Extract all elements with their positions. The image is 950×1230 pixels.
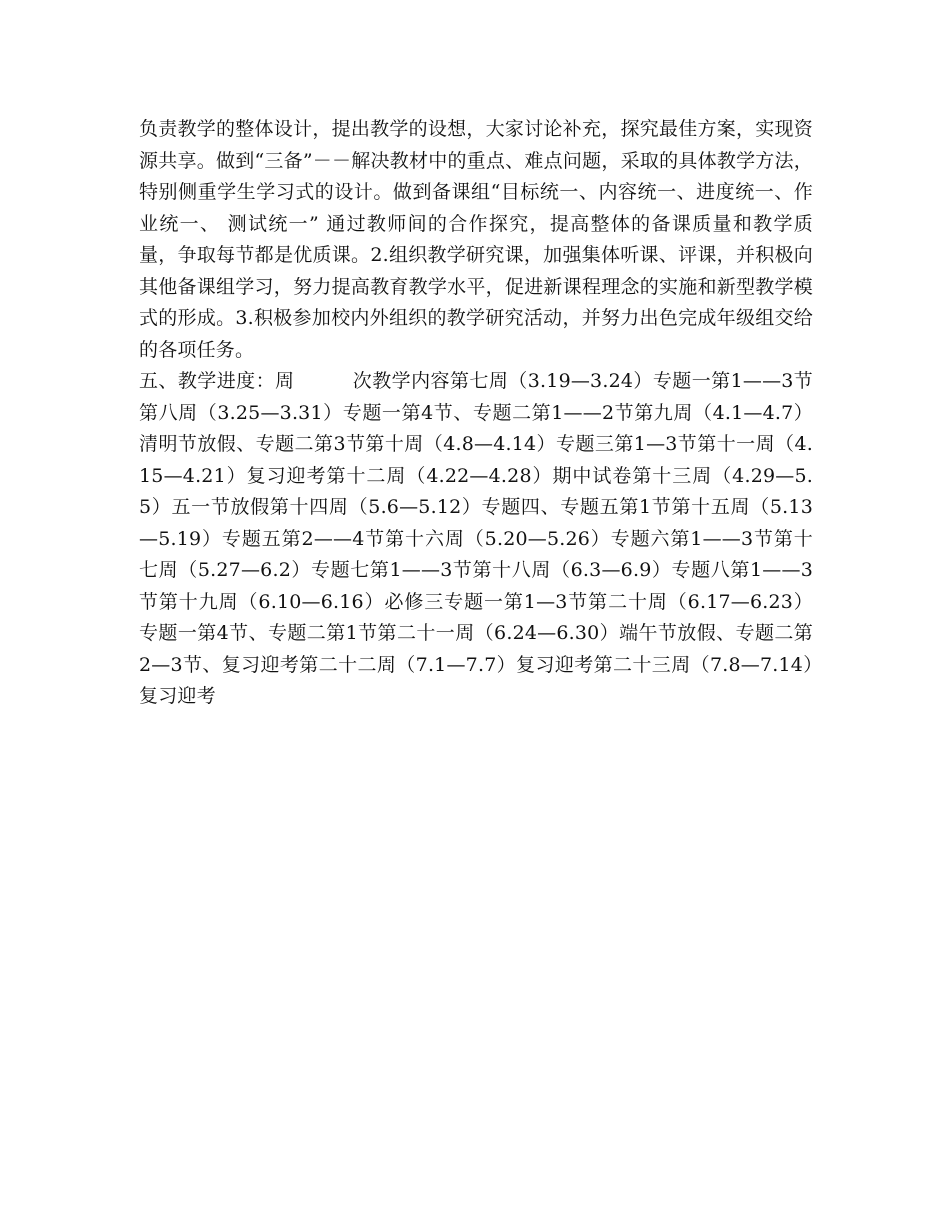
document-body <box>139 114 813 713</box>
paragraph-teaching-design: 负责教学的整体设计，提出教学的设想，大家讨论补充，探究最佳方案，实现资源共享。做到“三备”－－解决教材中的重点、难点问题，采取的具体教学方法，特别侧重学生学习式的设计。做到备课组“目标统一、内容统一、进度统一、作业统一、 测试统一” 通过教师间的合作探究，提高整体的备课质量和教学质量，争取每节都是优质课。2.组织教学研究课，加强集体听课、评课，并积极向其他备课组学习，努力提高教育教学水平，促进新课程理念的实施和新型教学模式的形成。3.积极参加校内外组织的教学研究活动，并努力出色完成年级组交给的各项任务。 <box>139 118 813 361</box>
paragraph-teaching-schedule: 五、教学进度：周 次教学内容第七周（3.19—3.24）专题一第1——3节第八周（3.25—3.31）专题一第4节、专题二第1——2节第九周（4.1—4.7）清明节放假、专题二第3节第十周（4.8—4.14）专题三第1—3节第十一周（4.15—4.21）复习迎考第十二周（4.22—4.28）期中试卷第十三周（4.29—5.5）五一节放假第十四周（5.6—5.12）专题四、专题五第1节第十五周（5.13—5.19）专题五第2——4节第十六周（5.20—5.26）专题六第1——3节第十七周（5.27—6.2）专题七第1——3节第十八周（6.3—6.9）专题八第1——3节第十九周（6.10—6.16）必修三专题一第1—3节第二十周（6.17—6.23）专题一第4节、专题二第1节第二十一周（6.24—6.30）端午节放假、专题二第2—3节、复习迎考第二十二周（7.1—7.7）复习迎考第二十三周（7.8—7.14）复习迎考 <box>139 370 813 707</box>
